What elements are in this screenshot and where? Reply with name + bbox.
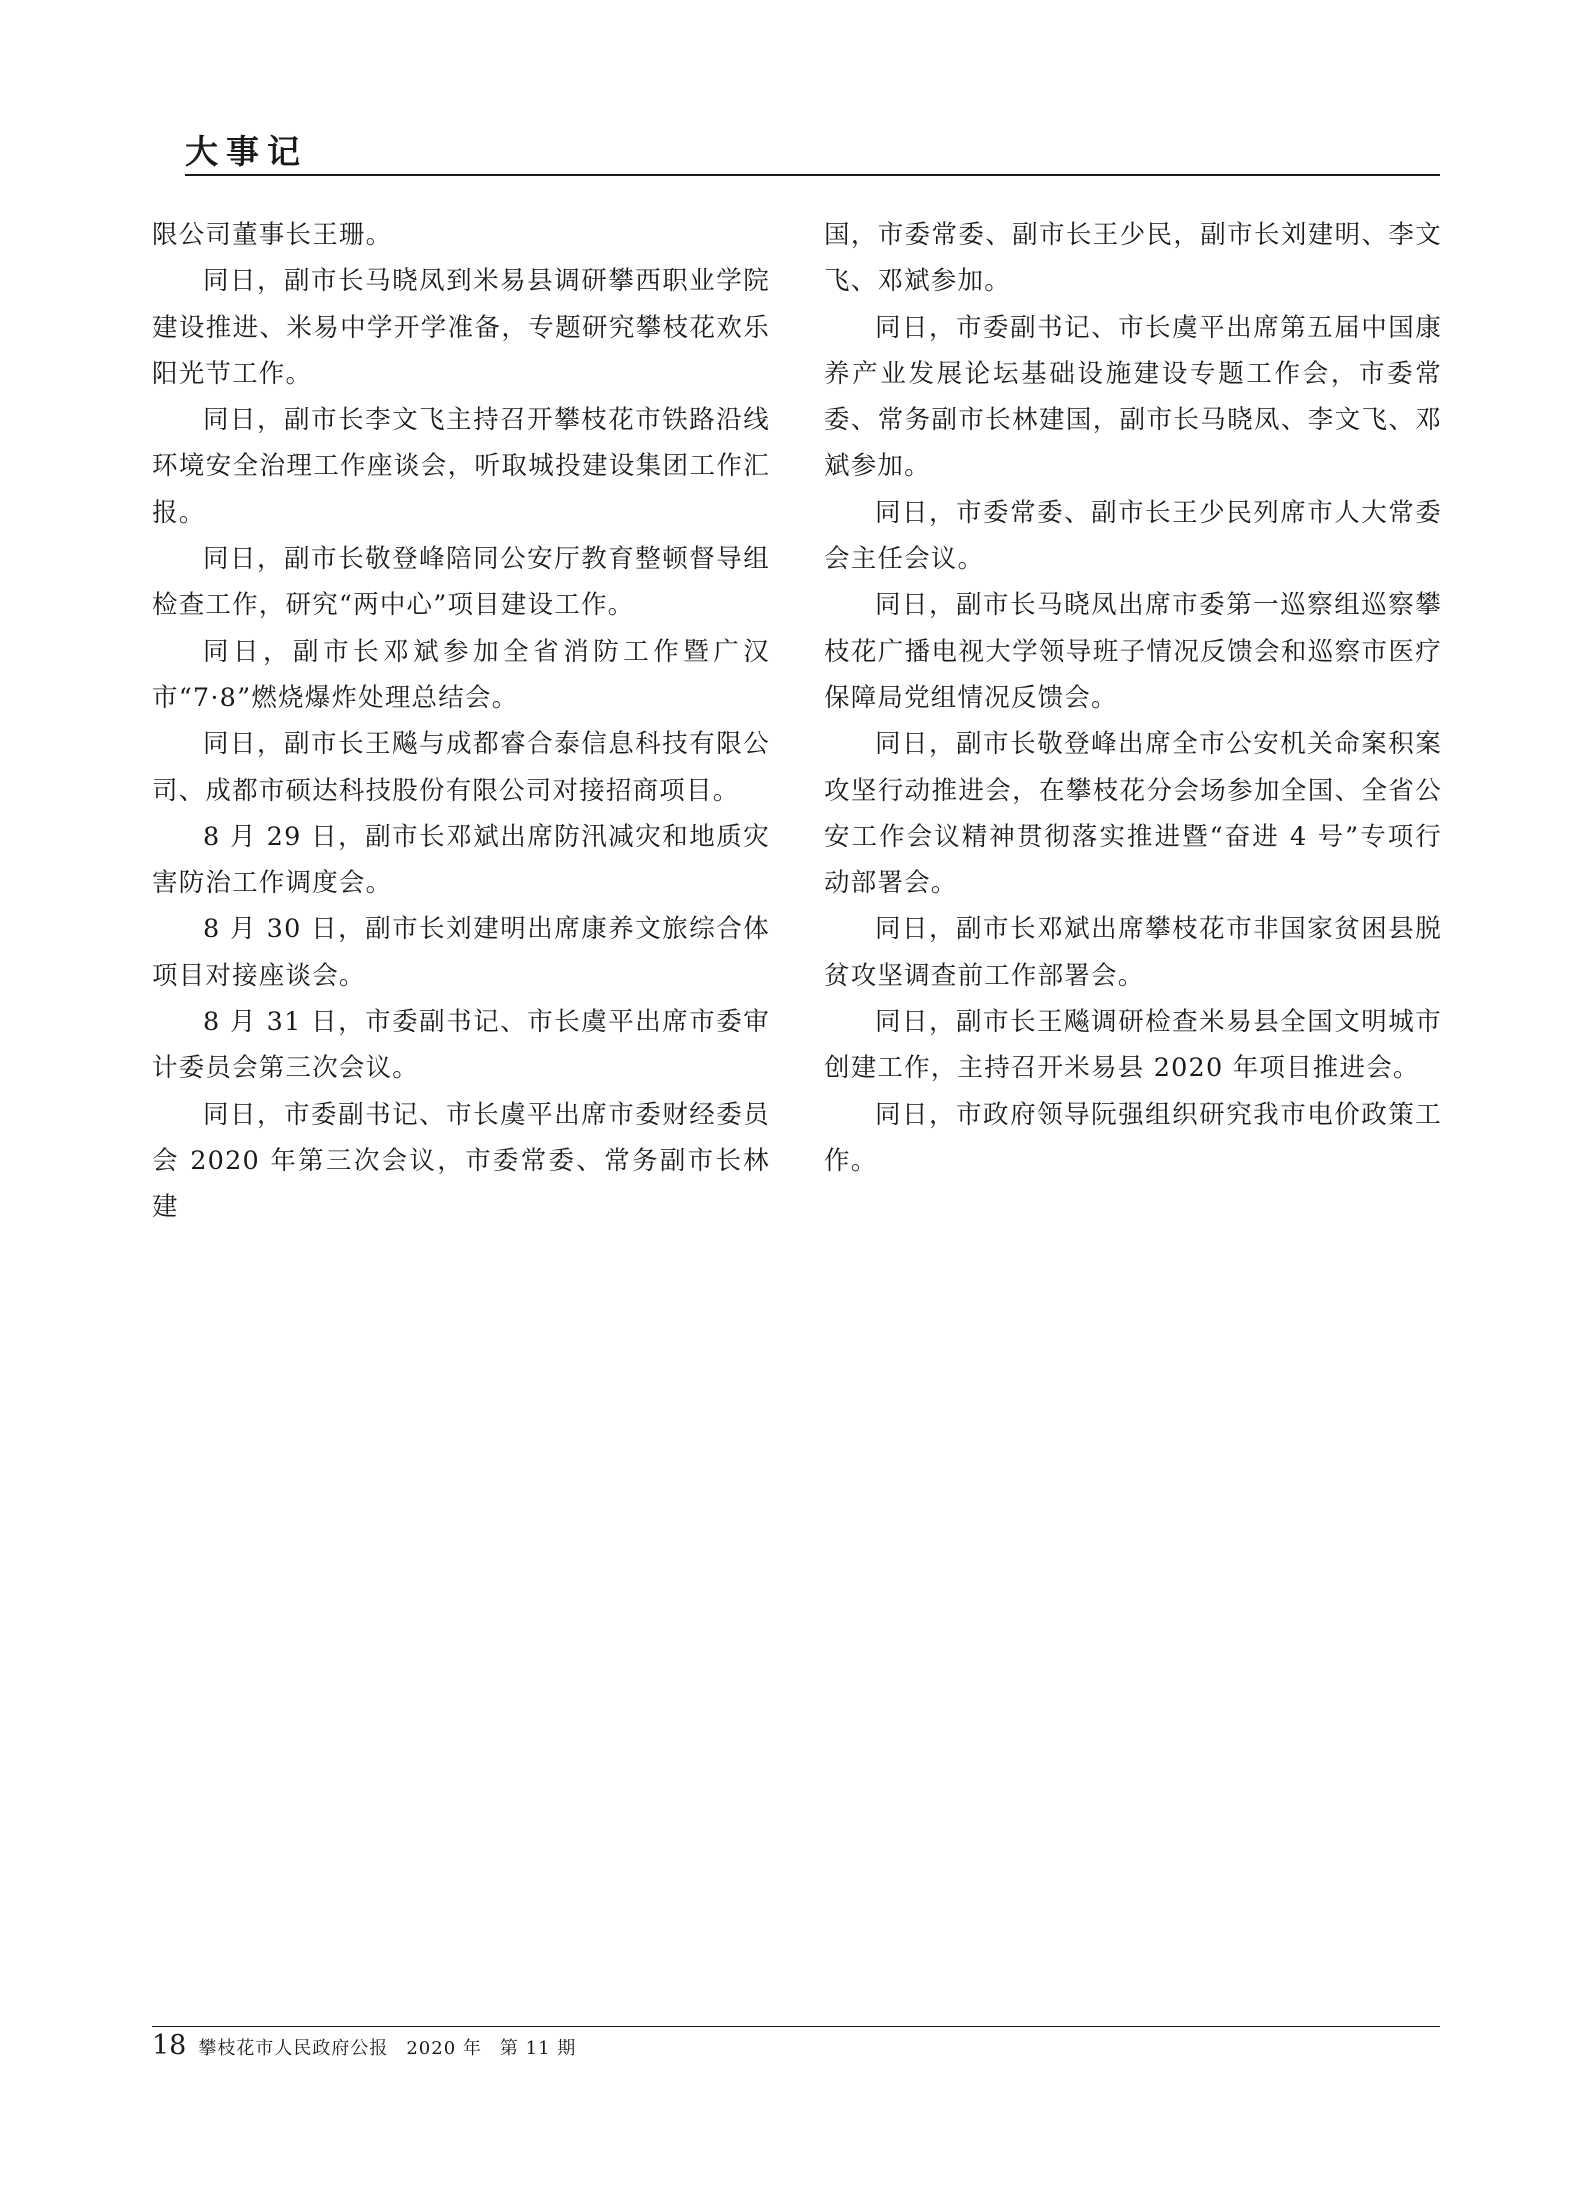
paragraph: 国，市委常委、副市长王少民，副市长刘建明、李文飞、邓斌参加。 — [824, 220, 1442, 297]
publication-name: 攀枝花市人民政府公报 — [198, 2038, 389, 2059]
issue-number: 第 11 期 — [499, 2038, 577, 2059]
paragraph: 同日，副市长邓斌出席攀枝花市非国家贫困县脱贫攻坚调查前工作部署会。 — [824, 914, 1442, 991]
paragraph: 同日，副市长马晓凤到米易县调研攀西职业学院建设推进、米易中学开学准备，专题研究攀枝花欢乐阳光节工作。 — [152, 266, 770, 389]
paragraph: 8 月 31 日，市委副书记、市长虞平出席市委审计委员会第三次会议。 — [152, 1007, 770, 1084]
paragraph: 同日，副市长邓斌参加全省消防工作暨广汉市“7·8”燃烧爆炸处理总结会。 — [152, 636, 770, 713]
paragraph: 同日，副市长王飚调研检查米易县全国文明城市创建工作，主持召开米易县 2020 年项目推进会。 — [824, 1007, 1442, 1084]
page-number: 18 — [152, 2030, 187, 2061]
paragraph: 同日，市委副书记、市长虞平出席第五届中国康养产业发展论坛基础设施建设专题工作会，市委常委、常务副市长林建国，副市长马晓凤、李文飞、邓斌参加。 — [824, 312, 1442, 482]
page-footer — [152, 2030, 576, 2062]
paragraph: 同日，副市长敬登峰出席全市公安机关命案积案攻坚行动推进会，在攀枝花分会场参加全国、全省公安工作会议精神贯彻落实推进暨“奋进 4 号”专项行动部署会。 — [824, 729, 1442, 899]
publication-year: 2020 年 — [406, 2038, 482, 2059]
footer-rule — [152, 2026, 1440, 2027]
paragraph: 限公司董事长王珊。 — [152, 220, 393, 250]
paragraph: 同日，副市长马晓凤出席市委第一巡察组巡察攀枝花广播电视大学领导班子情况反馈会和巡察市医疗保障局党组情况反馈会。 — [824, 590, 1442, 713]
right-column — [824, 212, 1442, 1184]
paragraph: 同日，市政府领导阮强组织研究我市电价政策工作。 — [824, 1099, 1442, 1176]
paragraph: 8 月 29 日，副市长邓斌出席防汛减灾和地质灾害防治工作调度会。 — [152, 821, 770, 899]
left-column — [152, 212, 770, 1231]
paragraph: 同日，市委常委、副市长王少民列席市人大常委会主任会议。 — [824, 497, 1442, 575]
paragraph: 8 月 30 日，副市长刘建明出席康养文旅综合体项目对接座谈会。 — [152, 914, 770, 991]
paragraph: 同日，副市长敬登峰陪同公安厅教育整顿督导组检查工作，研究“两中心”项目建设工作。 — [152, 544, 770, 621]
header-rule — [185, 174, 1440, 176]
paragraph: 同日，副市长李文飞主持召开攀枝花市铁路沿线环境安全治理工作座谈会，听取城投建设集团工作汇报。 — [152, 405, 770, 528]
paragraph: 同日，副市长王飚与成都睿合泰信息科技有限公司、成都市硕达科技股份有限公司对接招商项目。 — [152, 729, 770, 806]
paragraph: 同日，市委副书记、市长虞平出席市委财经委员会 2020 年第三次会议，市委常委、常务副市长林建 — [152, 1099, 770, 1223]
section-title: 大事记 — [185, 132, 308, 171]
